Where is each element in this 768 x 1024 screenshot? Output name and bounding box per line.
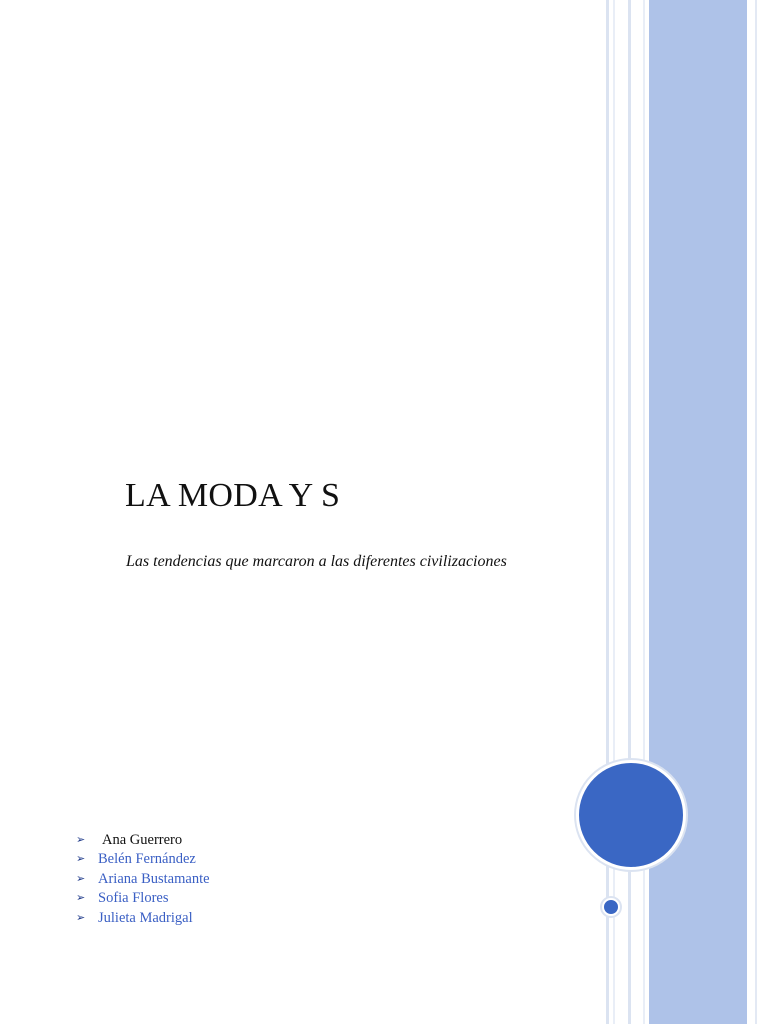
decorative-line (613, 0, 615, 1024)
author-name: Julieta Madrigal (98, 909, 193, 926)
list-item (76, 831, 210, 850)
document-subtitle: Las tendencias que marcaron a las diferentes civilizaciones (126, 553, 507, 570)
decorative-line (755, 0, 757, 1024)
arrow-bullet-icon: ➢ (76, 892, 86, 905)
decorative-circle-small (602, 898, 620, 916)
author-name: Ariana Bustamante (98, 870, 210, 887)
side-band (649, 0, 747, 1024)
decorative-line (606, 0, 609, 1024)
arrow-bullet-icon: ➢ (76, 872, 86, 885)
arrow-bullet-icon: ➢ (76, 911, 86, 924)
author-name: Sofia Flores (98, 890, 169, 907)
list-item (76, 909, 210, 928)
list-item (76, 889, 210, 908)
decorative-line (643, 0, 645, 1024)
author-name: Belén Fernández (98, 851, 196, 868)
arrow-bullet-icon: ➢ (76, 853, 86, 866)
decorative-line (628, 0, 631, 1024)
list-item (76, 850, 210, 869)
title-box (125, 474, 343, 518)
arrow-bullet-icon: ➢ (76, 834, 86, 846)
decorative-circle-large (576, 760, 686, 870)
author-name: Ana Guerrero (102, 832, 183, 848)
document-title: LA MODA Y S (125, 477, 341, 514)
list-item (76, 870, 210, 889)
author-list (76, 831, 210, 928)
